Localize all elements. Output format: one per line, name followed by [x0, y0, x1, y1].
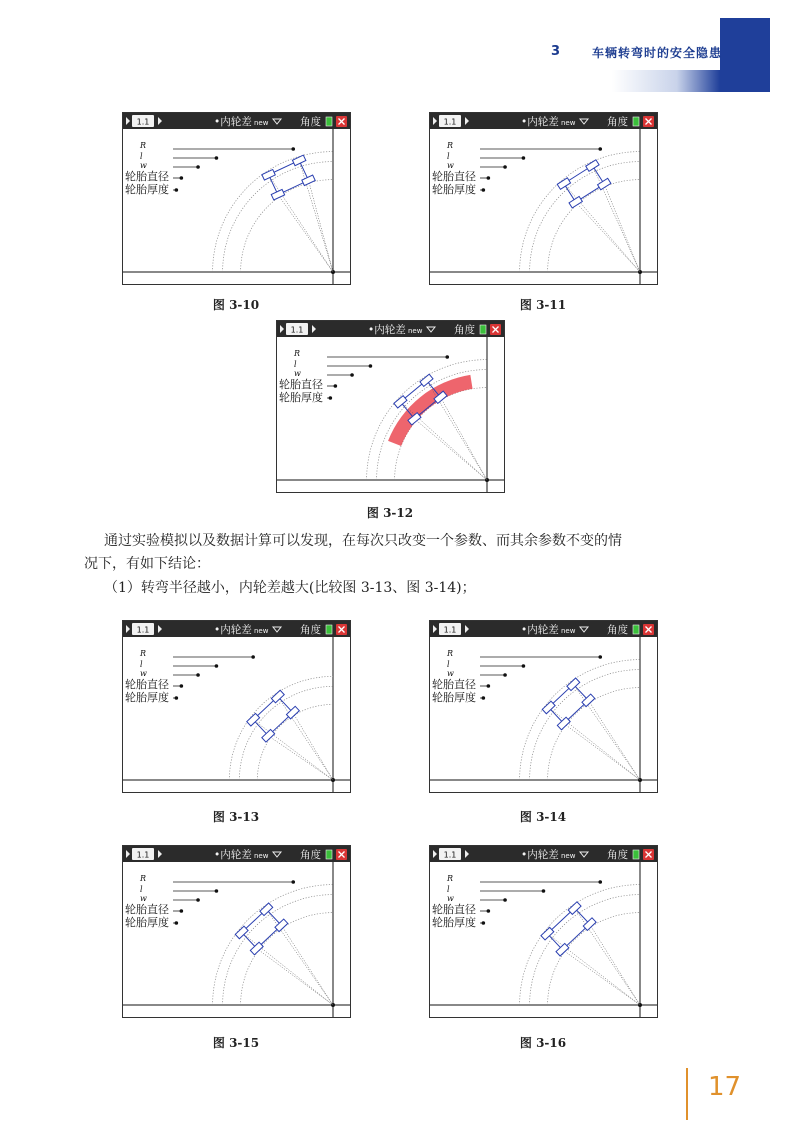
radius-guide-4	[414, 419, 487, 480]
slider-handle-1	[251, 655, 255, 659]
radius-guide-1	[604, 184, 640, 272]
param-label-4: 轮胎直径	[279, 378, 323, 391]
slider-handle-5	[482, 188, 486, 192]
param-label-2: l	[447, 660, 450, 669]
slider-handle-5	[175, 921, 179, 925]
tyre-2	[586, 160, 599, 171]
figure-3-11-screen	[429, 112, 658, 285]
param-label-5: 轮胎厚度	[125, 916, 169, 929]
slider-handle-2	[369, 364, 373, 368]
battery-icon	[326, 117, 332, 126]
path-arc-3	[520, 152, 640, 272]
slider-handle-1	[598, 147, 602, 151]
tyre-2	[420, 374, 433, 386]
param-label-4: 轮胎直径	[125, 678, 169, 691]
param-label-4: 轮胎直径	[432, 903, 476, 916]
param-label-2: l	[140, 660, 143, 669]
param-label-1: R	[140, 874, 147, 883]
radius-guide-4	[576, 202, 640, 272]
angle-mode-label: 角度	[607, 116, 628, 128]
param-label-3: w	[447, 161, 454, 170]
param-label-3: w	[294, 369, 301, 378]
radius-guide-3	[549, 707, 640, 780]
document-title: •内轮差	[214, 849, 252, 861]
param-label-3: w	[447, 669, 454, 678]
angle-mode-label: 角度	[300, 849, 321, 861]
calculator-screen	[430, 113, 657, 284]
figure-3-11-caption: 图 3-11	[519, 298, 567, 312]
radius-guide-3	[547, 934, 640, 1005]
vehicle-chassis	[253, 697, 293, 736]
path-arc-1	[241, 913, 333, 1005]
slider-handle-3	[503, 673, 507, 677]
param-label-1: R	[140, 141, 147, 150]
figure-3-14-screen	[429, 620, 658, 793]
param-label-2: l	[447, 152, 450, 161]
tab-label: 1.1	[136, 625, 150, 635]
radius-guide-3	[269, 175, 333, 272]
path-arc-1	[548, 688, 640, 780]
figure-3-13-caption: 图 3-13	[212, 810, 260, 824]
slider-handle-4	[487, 684, 491, 688]
vehicle-chassis	[549, 684, 589, 723]
conclusion-item-1: （1）转弯半径越小，内轮差越大(比较图 3-13、图 3-14)；	[104, 580, 476, 596]
document-title: •内轮差	[368, 324, 406, 336]
param-label-1: R	[447, 141, 454, 150]
path-arc-2	[239, 686, 333, 780]
figure-3-12-screen	[276, 320, 505, 493]
tab-label: 1.1	[443, 850, 457, 860]
battery-icon	[633, 117, 639, 126]
tab-label: 1.1	[443, 117, 457, 127]
path-arc-1	[257, 704, 333, 780]
slider-handle-3	[350, 373, 354, 377]
slider-handle-5	[175, 696, 179, 700]
radius-guide-2	[592, 166, 640, 272]
slider-handle-1	[291, 880, 295, 884]
document-title: •内轮差	[521, 849, 559, 861]
radius-guide-1	[590, 924, 640, 1005]
slider-handle-5	[329, 396, 333, 400]
tab-label: 1.1	[290, 325, 304, 335]
radius-guide-4	[268, 736, 333, 780]
radius-guide-2	[299, 160, 333, 272]
page-number-rule	[686, 1068, 688, 1120]
page-number: 17	[708, 1072, 742, 1102]
radius-guide-4	[278, 195, 333, 272]
radius-guide-4	[564, 723, 640, 780]
param-label-5: 轮胎厚度	[125, 691, 169, 704]
slider-handle-1	[445, 355, 449, 359]
document-title-suffix: new	[254, 627, 269, 635]
slider-handle-5	[175, 188, 179, 192]
param-label-1: R	[447, 649, 454, 658]
tyre-1	[598, 178, 611, 189]
param-label-2: l	[140, 152, 143, 161]
param-label-4: 轮胎直径	[125, 170, 169, 183]
path-arc-2	[530, 162, 640, 272]
document-title-suffix: new	[561, 852, 576, 860]
calculator-screen	[123, 113, 350, 284]
param-label-1: R	[140, 649, 147, 658]
param-label-3: w	[140, 894, 147, 903]
figure-3-15-screen	[122, 845, 351, 1018]
radius-guide-4	[257, 948, 333, 1005]
tyre-3	[262, 170, 275, 181]
document-title-suffix: new	[561, 627, 576, 635]
figure-3-10-screen	[122, 112, 351, 285]
header-gradient-band	[612, 70, 720, 92]
angle-mode-label: 角度	[607, 624, 628, 636]
figure-3-16-caption: 图 3-16	[519, 1036, 567, 1050]
tab-label: 1.1	[136, 850, 150, 860]
calculator-screen	[430, 621, 657, 792]
path-arc-2	[223, 895, 333, 1005]
calculator-screen	[123, 846, 350, 1017]
param-label-2: l	[447, 885, 450, 894]
slider-handle-1	[598, 655, 602, 659]
radius-guide-3	[253, 720, 333, 780]
angle-mode-label: 角度	[607, 849, 628, 861]
param-label-3: w	[140, 161, 147, 170]
slider-handle-2	[215, 889, 219, 893]
vehicle-chassis	[242, 909, 282, 948]
radius-guide-4	[562, 950, 640, 1005]
param-label-4: 轮胎直径	[432, 170, 476, 183]
figure-3-12-caption: 图 3-12	[366, 506, 414, 520]
document-title: •内轮差	[521, 116, 559, 128]
radius-guide-2	[573, 684, 640, 780]
param-label-4: 轮胎直径	[432, 678, 476, 691]
path-arc-1	[548, 913, 640, 1005]
path-arc-3	[213, 885, 333, 1005]
tyre-1	[302, 175, 315, 186]
tyre-4	[569, 196, 582, 207]
slider-handle-3	[196, 898, 200, 902]
slider-handle-2	[542, 889, 546, 893]
slider-handle-2	[215, 664, 219, 668]
slider-handle-4	[487, 909, 491, 913]
header-color-block	[720, 18, 770, 92]
angle-mode-label: 角度	[300, 116, 321, 128]
slider-handle-4	[180, 684, 184, 688]
calculator-screen	[430, 846, 657, 1017]
slider-handle-3	[196, 165, 200, 169]
calculator-screen	[123, 621, 350, 792]
radius-guide-1	[440, 397, 487, 480]
document-title-suffix: new	[254, 852, 269, 860]
tab-label: 1.1	[136, 117, 150, 127]
radius-guide-2	[266, 909, 333, 1005]
vehicle-chassis	[547, 908, 589, 950]
battery-icon	[480, 325, 486, 334]
vehicle-chassis	[269, 160, 309, 194]
calculator-screen	[277, 321, 504, 492]
slider-handle-4	[334, 384, 338, 388]
tyre-4	[271, 189, 284, 200]
angle-mode-label: 角度	[454, 324, 475, 336]
chapter-title: 车辆转弯时的安全隐患	[592, 46, 723, 60]
radius-guide-1	[281, 925, 333, 1005]
battery-icon	[633, 625, 639, 634]
radius-guide-1	[588, 700, 640, 780]
param-label-5: 轮胎厚度	[432, 916, 476, 929]
document-title: •内轮差	[214, 624, 252, 636]
document-title-suffix: new	[408, 327, 423, 335]
param-label-5: 轮胎厚度	[125, 183, 169, 196]
slider-handle-5	[482, 696, 486, 700]
path-arc-2	[223, 162, 333, 272]
slider-handle-3	[196, 673, 200, 677]
body-paragraph-line1: 通过实验模拟以及数据计算可以发现，在每次只改变一个参数、而其余参数不变的情	[104, 533, 622, 549]
figure-3-14-caption: 图 3-14	[519, 810, 567, 824]
slider-handle-1	[598, 880, 602, 884]
chapter-number: 3	[551, 44, 561, 59]
slider-handle-3	[503, 898, 507, 902]
radius-guide-2	[575, 908, 640, 1005]
param-label-2: l	[294, 360, 297, 369]
figure-3-13-screen	[122, 620, 351, 793]
battery-icon	[326, 850, 332, 859]
param-label-4: 轮胎直径	[125, 903, 169, 916]
slider-handle-5	[482, 921, 486, 925]
radius-guide-3	[242, 932, 333, 1005]
slider-handle-3	[503, 165, 507, 169]
document-title: •内轮差	[521, 624, 559, 636]
radius-guide-3	[564, 184, 640, 272]
slider-handle-4	[180, 176, 184, 180]
document-title: •内轮差	[214, 116, 252, 128]
param-label-2: l	[140, 885, 143, 894]
param-label-3: w	[140, 669, 147, 678]
path-arc-2	[530, 895, 640, 1005]
battery-icon	[633, 850, 639, 859]
figure-3-10-caption: 图 3-10	[212, 298, 260, 312]
body-paragraph-line2: 况下，有如下结论：	[84, 556, 210, 572]
param-label-1: R	[294, 349, 301, 358]
document-title-suffix: new	[561, 119, 576, 127]
figure-3-16-screen	[429, 845, 658, 1018]
path-arc-1	[548, 180, 640, 272]
path-arc-3	[520, 885, 640, 1005]
tyre-2	[292, 155, 305, 166]
radius-guide-1	[293, 713, 333, 780]
slider-handle-4	[180, 909, 184, 913]
param-label-5: 轮胎厚度	[432, 183, 476, 196]
param-label-1: R	[447, 874, 454, 883]
battery-icon	[326, 625, 332, 634]
slider-handle-2	[522, 664, 526, 668]
tab-label: 1.1	[443, 625, 457, 635]
figure-3-15-caption: 图 3-15	[212, 1036, 260, 1050]
radius-guide-1	[309, 180, 333, 272]
slider-handle-4	[487, 176, 491, 180]
radius-guide-2	[278, 697, 333, 780]
param-label-3: w	[447, 894, 454, 903]
path-arc-3	[520, 660, 640, 780]
document-title-suffix: new	[254, 119, 269, 127]
param-label-5: 轮胎厚度	[279, 391, 323, 404]
path-arc-2	[530, 670, 640, 780]
slider-handle-2	[522, 156, 526, 160]
param-label-5: 轮胎厚度	[432, 691, 476, 704]
angle-mode-label: 角度	[300, 624, 321, 636]
slider-handle-1	[291, 147, 295, 151]
slider-handle-2	[215, 156, 219, 160]
